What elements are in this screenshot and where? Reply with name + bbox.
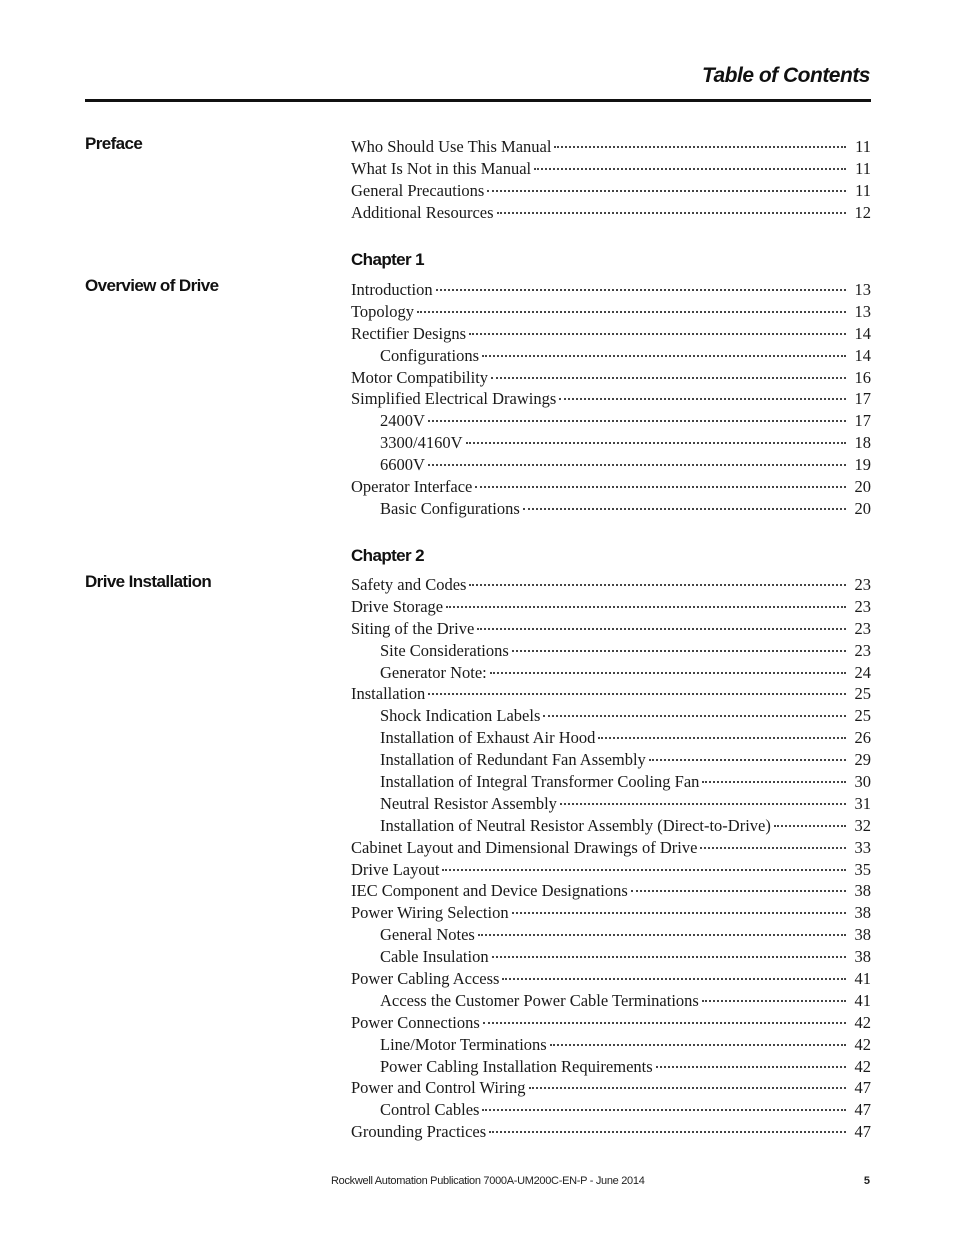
dot-leader (483, 1022, 846, 1024)
dot-leader (482, 355, 846, 357)
toc-entry-title: Operator Interface (351, 477, 473, 497)
toc-entry-title: Safety and Codes (351, 575, 467, 594)
toc-entry-page: 23 (854, 640, 871, 660)
toc-entry[interactable] (351, 410, 871, 432)
toc-entry-title: Access the Customer Power Cable Terminations (380, 990, 699, 1010)
toc-entry[interactable] (351, 1056, 871, 1078)
toc-list-chapter-1 (351, 279, 871, 520)
toc-entry[interactable] (351, 990, 871, 1012)
toc-entry[interactable] (351, 771, 871, 793)
toc-entry[interactable] (351, 498, 871, 520)
dot-leader (656, 1066, 846, 1068)
toc-entry-page: 31 (854, 793, 871, 813)
toc-entry-page: 41 (854, 969, 871, 989)
section-label-overview-of-drive: Overview of Drive (85, 276, 219, 295)
toc-entry-page: 38 (854, 925, 871, 945)
dot-leader (482, 1109, 846, 1111)
toc-entry-title: Generator Note: (380, 662, 487, 682)
toc-entry[interactable] (351, 596, 871, 618)
toc-entry-title: Configurations (380, 345, 479, 365)
toc-entry-page: 38 (854, 947, 871, 967)
toc-entry[interactable] (351, 902, 871, 924)
dot-leader (417, 311, 846, 313)
toc-entry[interactable] (351, 946, 871, 968)
toc-entry-page: 23 (854, 575, 871, 594)
toc-entry[interactable] (351, 1034, 871, 1056)
toc-entry-title: Installation of Neutral Resistor Assembly (Direct-to-Drive) (380, 815, 771, 835)
dot-leader (446, 606, 846, 608)
dot-leader (774, 825, 846, 827)
toc-entry[interactable] (351, 323, 871, 345)
toc-entry-page: 42 (854, 1056, 871, 1076)
toc-entry-title: Topology (351, 301, 415, 321)
toc-entry-page: 11 (855, 180, 871, 200)
toc-entry[interactable] (351, 1099, 871, 1121)
dot-leader (702, 781, 846, 783)
toc-entry-title: Line/Motor Terminations (380, 1034, 547, 1054)
dot-leader (490, 672, 846, 674)
toc-entry-title: Power Cabling Installation Requirements (380, 1056, 653, 1076)
toc-entry-title: Power Connections (351, 1012, 480, 1032)
toc-entry-title: Cabinet Layout and Dimensional Drawings of Drive (351, 837, 698, 857)
toc-entry-title: Simplified Electrical Drawings (351, 389, 557, 409)
dot-leader (512, 650, 846, 652)
toc-entry-page: 41 (854, 990, 871, 1010)
toc-entry-title: Installation of Redundant Fan Assembly (380, 750, 646, 770)
dot-leader (502, 978, 846, 980)
dot-leader (469, 333, 846, 335)
toc-entry-title: What Is Not in this Manual (351, 158, 532, 178)
toc-entry-title: Installation of Integral Transformer Cooling Fan (380, 772, 700, 792)
toc-entry-page: 32 (854, 815, 871, 835)
toc-entry[interactable] (351, 618, 871, 640)
page-title: Table of Contents (701, 64, 870, 87)
toc-entry-page: 26 (854, 728, 871, 748)
toc-entry-title: General Notes (380, 925, 475, 945)
toc-list-preface (351, 136, 871, 224)
toc-entry[interactable] (351, 158, 871, 180)
toc-entry-title: Installation (351, 684, 426, 704)
dot-leader (428, 693, 846, 695)
dot-leader (478, 934, 846, 936)
dot-leader (702, 1000, 846, 1002)
toc-entry-title: Siting of the Drive (351, 618, 475, 638)
toc-entry[interactable] (351, 432, 871, 454)
dot-leader (543, 715, 846, 717)
toc-entry[interactable] (351, 1121, 871, 1143)
toc-entry[interactable] (351, 301, 871, 323)
toc-entry[interactable] (351, 1077, 871, 1099)
dot-leader (523, 508, 846, 510)
toc-entry-title: Power and Control Wiring (351, 1078, 526, 1098)
dot-leader (631, 890, 846, 892)
toc-entry-page: 13 (854, 301, 871, 321)
toc-entry-title: Site Considerations (380, 640, 509, 660)
dot-leader (487, 190, 846, 192)
toc-entry[interactable] (351, 662, 871, 684)
toc-entry-title: Control Cables (380, 1100, 480, 1120)
toc-entry-title: Motor Compatibility (351, 367, 489, 387)
toc-entry-page: 19 (854, 455, 871, 475)
dot-leader (491, 377, 846, 379)
toc-entry-page: 11 (855, 158, 871, 178)
dot-leader (436, 289, 846, 291)
toc-list-chapter-2 (351, 574, 871, 1143)
toc-entry-title: Rectifier Designs (351, 323, 467, 343)
footer-publication: Rockwell Automation Publication 7000A-UM200C-EN-P - June 2014 (331, 1175, 645, 1187)
toc-entry[interactable] (351, 924, 871, 946)
toc-entry-title: General Precautions (351, 180, 485, 200)
toc-entry-page: 42 (854, 1034, 871, 1054)
toc-entry-title: IEC Component and Device Designations (351, 881, 628, 901)
toc-entry[interactable] (351, 968, 871, 990)
toc-entry-page: 14 (854, 345, 871, 365)
toc-entry-page: 13 (854, 280, 871, 299)
dot-leader (428, 420, 846, 422)
toc-entry-page: 20 (854, 477, 871, 497)
toc-entry[interactable] (351, 859, 871, 881)
toc-entry[interactable] (351, 279, 871, 301)
toc-entry-page: 24 (854, 662, 871, 682)
section-label-drive-installation: Drive Installation (85, 572, 212, 591)
dot-leader (477, 628, 846, 630)
toc-entry-title: Grounding Practices (351, 1122, 487, 1142)
toc-entry-page: 30 (854, 772, 871, 792)
toc-entry[interactable] (351, 180, 871, 202)
dot-leader (559, 398, 846, 400)
toc-entry-page: 12 (854, 202, 871, 222)
toc-entry[interactable] (351, 727, 871, 749)
toc-entry-page: 17 (854, 389, 871, 409)
toc-entry-page: 47 (854, 1100, 871, 1120)
toc-entry-page: 25 (854, 706, 871, 726)
toc-entry-title: Installation of Exhaust Air Hood (380, 728, 596, 748)
toc-entry-title: Neutral Resistor Assembly (380, 793, 557, 813)
toc-entry-page: 20 (854, 498, 871, 518)
toc-entry[interactable] (351, 202, 871, 224)
dot-leader (492, 956, 846, 958)
toc-entry[interactable] (351, 640, 871, 662)
toc-entry-page: 38 (854, 903, 871, 923)
toc-entry-page: 29 (854, 750, 871, 770)
toc-entry-page: 18 (854, 433, 871, 453)
dot-leader (512, 912, 846, 914)
header-rule (85, 99, 871, 102)
toc-entry[interactable] (351, 683, 871, 705)
dot-leader (529, 1087, 846, 1089)
footer-page-number: 5 (863, 1175, 870, 1187)
toc-entry-title: Basic Configurations (380, 498, 520, 518)
toc-entry[interactable] (351, 815, 871, 837)
toc-entry-page: 23 (854, 596, 871, 616)
toc-entry[interactable] (351, 345, 871, 367)
dot-leader (534, 168, 846, 170)
toc-entry-title: Additional Resources (351, 202, 494, 222)
chapter-heading-1: Chapter 1 (351, 250, 425, 269)
toc-entry-title: Drive Layout (351, 859, 440, 879)
toc-entry[interactable] (351, 367, 871, 389)
toc-entry-title: Who Should Use This Manual (351, 137, 552, 156)
toc-entry-page: 33 (854, 837, 871, 857)
toc-entry-page: 35 (854, 859, 871, 879)
dot-leader (554, 146, 846, 148)
dot-leader (550, 1044, 846, 1046)
toc-entry-page: 16 (854, 367, 871, 387)
toc-entry-title: Drive Storage (351, 596, 444, 616)
toc-entry[interactable] (351, 1012, 871, 1034)
toc-entry[interactable] (351, 793, 871, 815)
dot-leader (489, 1131, 846, 1133)
toc-entry-page: 42 (854, 1012, 871, 1032)
section-label-preface: Preface (85, 134, 143, 153)
toc-entry[interactable] (351, 749, 871, 771)
dot-leader (649, 759, 846, 761)
toc-entry-title: Cable Insulation (380, 947, 489, 967)
dot-leader (560, 803, 846, 805)
toc-entry-title: 2400V (380, 411, 425, 431)
toc-entry-page: 25 (854, 684, 871, 704)
toc-entry-title: Shock Indication Labels (380, 706, 541, 726)
toc-entry[interactable] (351, 388, 871, 410)
toc-entry-page: 23 (854, 618, 871, 638)
toc-entry[interactable] (351, 454, 871, 476)
toc-entry[interactable] (351, 574, 871, 596)
toc-entry-title: 3300/4160V (380, 433, 463, 453)
dot-leader (469, 584, 846, 586)
toc-entry-page: 38 (854, 881, 871, 901)
toc-entry[interactable] (351, 476, 871, 498)
dot-leader (428, 464, 846, 466)
dot-leader (442, 869, 846, 871)
dot-leader (497, 212, 846, 214)
dot-leader (466, 442, 847, 444)
toc-entry-page: 47 (854, 1078, 871, 1098)
toc-entry-page: 14 (854, 323, 871, 343)
toc-entry[interactable] (351, 705, 871, 727)
dot-leader (700, 847, 846, 849)
toc-entry-title: Power Wiring Selection (351, 903, 509, 923)
toc-entry[interactable] (351, 136, 871, 158)
dot-leader (598, 737, 846, 739)
toc-entry-title: Introduction (351, 280, 433, 299)
toc-entry-page: 11 (855, 137, 871, 156)
toc-entry-page: 17 (854, 411, 871, 431)
toc-entry-page: 47 (854, 1122, 871, 1142)
toc-entry-title: Power Cabling Access (351, 969, 500, 989)
toc-entry[interactable] (351, 837, 871, 859)
toc-entry-title: 6600V (380, 455, 425, 475)
chapter-heading-2: Chapter 2 (351, 546, 425, 565)
dot-leader (475, 486, 846, 488)
toc-entry[interactable] (351, 880, 871, 902)
